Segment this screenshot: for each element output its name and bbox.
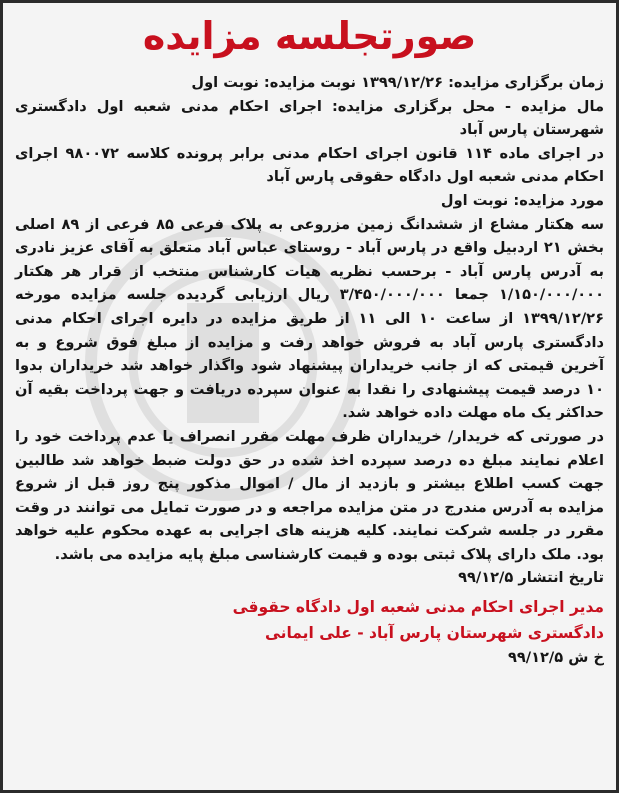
conditions-paragraph: در صورتی که خریدار/ خریداران ظرف مهلت مقرر انصراف یا عدم پرداخت خود را اعلام نمایند مبلغ ده درصد سپرده اخذ شده در حق دولت ضبط خواهد شد طالبین جهت کسب اطلاع بیشتر و بازدید از مال / اموال مذکور پنج روز قبل از شروع مزایده به آدرس مندرج در متن مزایده مراجعه و در صورت تمایل می توانند در وقت مقرر در جلسه شرکت نمایند. کلیه هزینه های اجرایی به عهده محکوم علیه خواهد بود. ملک دارای پلاک ثبتی بوده و قیمت کارشناسی مبلغ پایه مزایده می باشد. xyxy=(15,427,604,563)
publish-date: تاریخ انتشار ۹۹/۱۲/۵ xyxy=(458,569,604,587)
auction-location-line: مال مزایده - محل برگزاری مزایده: اجرای احکام مدنی شعبه اول دادگستری شهرستان پارس آباد xyxy=(15,97,604,139)
signature-line-title: مدیر اجرای احکام مدنی شعبه اول دادگاه حقوقی xyxy=(232,598,604,617)
auction-subject-line: مورد مزایده: نوبت اول xyxy=(440,191,604,209)
legal-basis-paragraph: در اجرای ماده ۱۱۴ قانون اجرای احکام مدنی برابر پرونده کلاسه ۹۸۰۰۷۲ اجرای احکام مدنی شعبه اول دادگاه حقوقی پارس آباد xyxy=(15,144,604,186)
signature-block xyxy=(15,594,604,646)
notice-code: خ ش ۹۹/۱۲/۵ xyxy=(507,649,604,667)
notice-title: صورتجلسه مزایده xyxy=(142,14,477,58)
property-description-paragraph: سه هکتار مشاع از ششدانگ زمین مزروعی به پلاک فرعی ۸۵ فرعی از ۸۹ اصلی بخش ۲۱ اردبیل واقع در پارس آباد - روستای عباس آباد متعلق به آقای عزیز نادری به آدرس پارس آباد - برحسب نظریه هیات کارشناس منتخب از قرار هر هکتار ۱/۱۵۰/۰۰۰/۰۰۰ جمعا ۳/۴۵۰/۰۰۰/۰۰۰ ریال ارزیابی گردیده جلسه مزایده مورخه ۱۳۹۹/۱۲/۲۶ از ساعت ۱۰ الی ۱۱ از طریق مزایده در دایره اجرای احکام مدنی دادگستری پارس آباد به فروش خواهد رفت و مزایده از مبلغ فوق شروع و به آخرین قیمتی که از جانب خریداران پیشنهاد شود واگذار خواهد شد خریداران بدوا ۱۰ درصد قیمت پیشنهادی را نقدا به عنوان سپرده دریافت و جهت پرداخت بقیه آن حداکثر یک ماه مهلت داده خواهد شد. xyxy=(15,215,605,422)
notice-body xyxy=(15,71,604,590)
signature-line-name: دادگستری شهرستان پارس آباد - علی ایمانی xyxy=(264,624,604,643)
auction-time-line: زمان برگزاری مزایده: ۱۳۹۹/۱۲/۲۶ نوبت مزایده: نوبت اول xyxy=(191,74,604,91)
